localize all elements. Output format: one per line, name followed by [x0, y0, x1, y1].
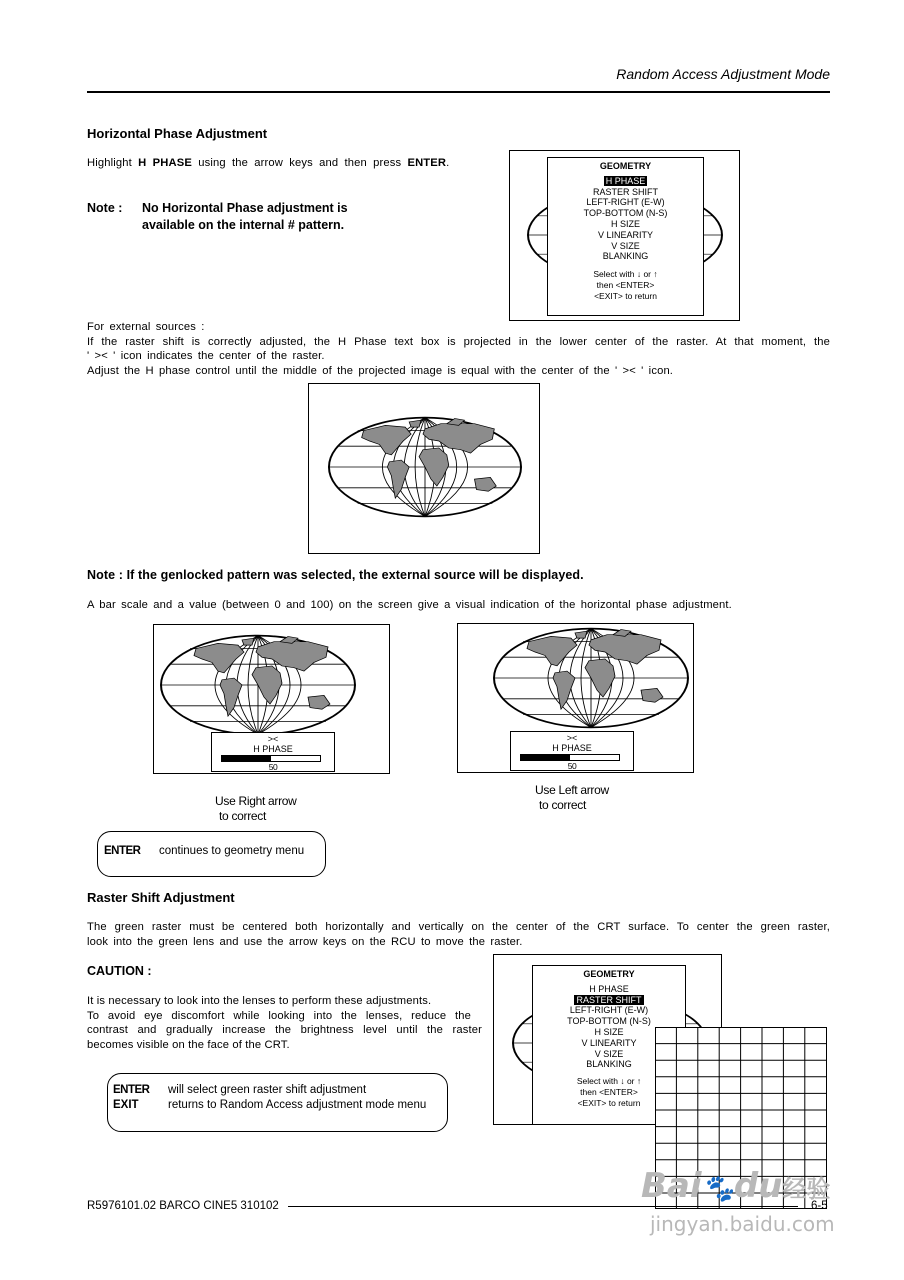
arrow-up-icon: ↑: [653, 269, 658, 280]
enter-key-description: continues to geometry menu: [159, 845, 305, 857]
h-phase-bar: [221, 755, 321, 762]
footer-page-number: 6-5: [811, 1200, 828, 1212]
bar-scale-text: A bar scale and a value (between 0 and 100) on the screen give a visual indication of the horizontal phase adjustment.: [87, 599, 732, 611]
section-heading-h-phase: Horizontal Phase Adjustment: [87, 126, 268, 141]
watermark-url: jingyan.baidu.com: [650, 1212, 835, 1236]
caption-left-arrow: Use Left arrow to correct: [535, 783, 609, 812]
raster-paragraph: [87, 920, 830, 949]
figure-h-phase-left: [457, 623, 694, 773]
menu-then-hint: then <ENTER>: [596, 279, 655, 290]
center-marker-icon: ><: [566, 733, 578, 743]
page-header-title: Random Access Adjustment Mode: [616, 66, 830, 82]
menu-item-h-phase[interactable]: H PHASE: [605, 175, 646, 186]
note-line-1: No Horizontal Phase adjustment is: [142, 201, 348, 215]
caption-right-arrow: Use Right arrow to correct: [215, 794, 297, 823]
enter-key-description: will select green raster shift adjustment: [168, 1084, 367, 1096]
menu-select-hint: Select with ↓ or ↑: [593, 269, 658, 280]
menu-exit-hint: <EXIT> to return: [577, 1097, 641, 1108]
menu-exit-hint: <EXIT> to return: [594, 290, 657, 301]
watermark-logo: Bai🐾du经验: [641, 1166, 831, 1206]
menu-item-top-bottom[interactable]: TOP-BOTTOM (N-S): [567, 1016, 651, 1027]
menu-item-top-bottom[interactable]: TOP-BOTTOM (N-S): [583, 208, 668, 219]
caution-heading: CAUTION :: [87, 964, 152, 978]
h-phase-value: 50: [268, 762, 278, 772]
menu-title: GEOMETRY: [599, 161, 652, 171]
menu-then-hint: then <ENTER>: [580, 1086, 638, 1097]
ext-line-2: If the raster shift is correctly adjusted, the H Phase text box is projected in the lower center of the raster. At that moment, the: [87, 335, 830, 348]
raster-line-2: look into the green lens and use the arrow keys on the RCU to move the raster.: [87, 935, 523, 948]
h-phase-value: 50: [567, 761, 577, 771]
enter-key-label: ENTER: [113, 1084, 150, 1096]
enter-key-label: ENTER: [104, 845, 141, 857]
world-map-image: [491, 626, 691, 730]
raster-line-1: The green raster must be centered both horizontally and vertically on the center of the CRT surface. To center the green raster,: [87, 921, 830, 933]
ext-line-1: For external sources :: [87, 321, 205, 333]
menu-item-left-right[interactable]: LEFT-RIGHT (E-W): [569, 1005, 649, 1016]
exit-key-label: EXIT: [113, 1099, 139, 1111]
menu-item-h-phase[interactable]: H PHASE: [589, 983, 629, 994]
paw-icon: 🐾: [701, 1174, 734, 1204]
ext-line-4: Adjust the H phase control until the middle of the projected image is equal with the center of the ' >< ' icon.: [87, 364, 674, 377]
menu-item-raster-shift[interactable]: RASTER SHIFT: [592, 186, 658, 197]
arrow-down-icon: ↓: [636, 269, 642, 280]
intro-key-enter: ENTER: [407, 157, 447, 169]
external-sources-text: [87, 320, 830, 378]
menu-item-raster-shift[interactable]: RASTER SHIFT: [576, 994, 642, 1005]
genlock-note: Note : If the genlocked pattern was selected, the external source will be displayed.: [87, 568, 584, 582]
section-heading-raster-shift: Raster Shift Adjustment: [87, 890, 235, 905]
intro-key-h-phase: H PHASE: [138, 157, 192, 169]
h-phase-box: [510, 731, 634, 771]
exit-key-description: returns to Random Access adjustment mode menu: [168, 1099, 427, 1111]
keys-box: [107, 1073, 448, 1132]
world-map-image: [158, 633, 358, 737]
menu-item-left-right[interactable]: LEFT-RIGHT (E-W): [586, 197, 665, 208]
h-phase-bar: [520, 754, 620, 761]
menu-select-hint: Select with ↓ or ↑: [576, 1076, 642, 1087]
note-line-2: available on the internal # pattern.: [142, 217, 345, 232]
intro-paragraph: [87, 156, 449, 171]
arrow-up-icon: ↑: [636, 1076, 642, 1087]
ext-line-3: ' >< ' icon indicates the center of the raster.: [87, 350, 325, 363]
h-phase-label: H PHASE: [253, 744, 293, 754]
menu-item-blanking[interactable]: BLANKING: [602, 251, 649, 262]
geometry-menu-panel: [547, 157, 704, 316]
menu-item-v-linearity[interactable]: V LINEARITY: [597, 229, 653, 240]
figure-geometry-menu: [509, 150, 740, 321]
enter-key-box: [97, 831, 326, 877]
intro-pre: Highlight: [87, 157, 132, 169]
menu-item-blanking[interactable]: BLANKING: [586, 1059, 632, 1070]
header-rule: [87, 91, 830, 93]
center-marker-icon: ><: [267, 734, 279, 744]
menu-title: GEOMETRY: [583, 969, 635, 979]
figure-world-map: [308, 383, 540, 554]
intro-mid: using the arrow keys and then press: [198, 157, 402, 169]
caution-text: It is necessary to look into the lenses to perform these adjustments. To avoid eye discomfort while looking into the lenses, reduce the contrast and gradually increase the brightness level until the raster becomes visible on the face of the CRT.: [87, 995, 482, 1051]
world-map-image: [326, 415, 524, 519]
figure-h-phase-right: [153, 624, 390, 774]
footer-rule: [288, 1206, 798, 1207]
menu-item-v-size[interactable]: V SIZE: [594, 1048, 624, 1059]
arrow-down-icon: ↓: [620, 1076, 625, 1087]
h-phase-box: [211, 732, 335, 772]
intro-end: .: [446, 157, 450, 169]
footer-doc-id: R5976101.02 BARCO CINE5 310102: [87, 1200, 279, 1212]
h-phase-label: H PHASE: [552, 743, 592, 753]
note-label: Note :: [87, 201, 123, 215]
menu-item-h-size[interactable]: H SIZE: [610, 218, 640, 229]
menu-item-v-linearity[interactable]: V LINEARITY: [581, 1037, 637, 1048]
menu-item-v-size[interactable]: V SIZE: [611, 240, 640, 251]
menu-item-h-size[interactable]: H SIZE: [594, 1026, 624, 1037]
